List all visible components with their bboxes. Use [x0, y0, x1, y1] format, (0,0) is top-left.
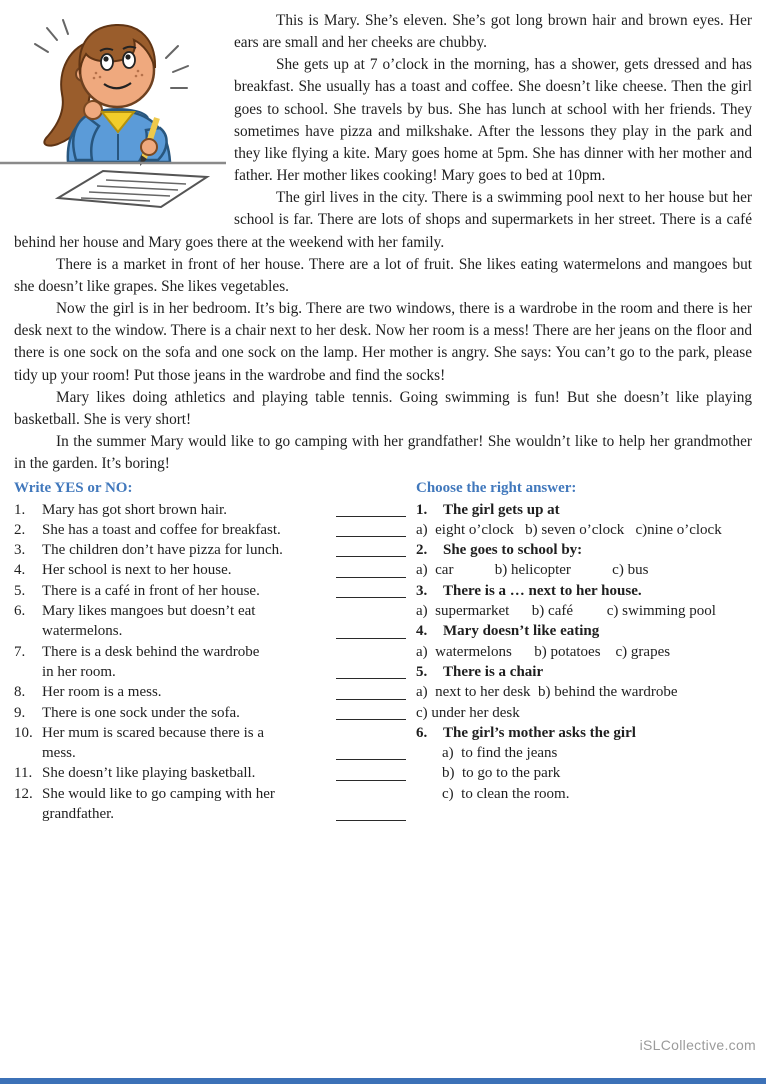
- choice-question: [416, 540, 752, 581]
- question-options: a) to find the jeans: [442, 745, 558, 762]
- choice-question: [416, 662, 752, 723]
- choose-answer-section: [406, 478, 752, 824]
- question-number: 3.: [416, 582, 428, 599]
- yes-no-item: [14, 723, 406, 764]
- question-text: She goes to school by:: [443, 542, 583, 559]
- question-options: c) under her desk: [416, 704, 520, 721]
- reading-paragraph-7: In the summer Mary would like to go camping with her grandfather! She wouldn’t like to help her grandmother in the garden. It’s boring!: [14, 432, 752, 473]
- exercises-section: [14, 478, 752, 824]
- yes-no-item: [14, 500, 406, 520]
- reading-paragraph-2: She gets up at 7 o’clock in the morning, has a shower, gets dressed and has breakfast. She usually has a toast and coffee. She doesn’t like cheese. Then the girl goes to school. She travels by bus. She has lunch at school with her friends. They sometimes have pizza and milkshake. After the lessons they play in the park and they like flying a kite. Mary goes home at 5pm. She has dinner with her mother and father. Her mother likes cooking! Mary goes to bed at 10pm.: [234, 56, 752, 185]
- writing-hand: [141, 139, 157, 155]
- item-number: 7.: [14, 643, 26, 660]
- answer-blank: [336, 744, 406, 760]
- item-text: Mary has got short brown hair.: [42, 501, 227, 518]
- item-text: Mary likes mangoes but doesn’t eat watermelons.: [42, 603, 256, 640]
- item-number: 1.: [14, 501, 26, 518]
- item-number: 10.: [14, 724, 33, 741]
- item-text: Her mum is scared because there is a mess.: [42, 724, 264, 762]
- yes-no-heading: Write YES or NO:: [14, 480, 133, 497]
- item-text: The children don’t have pizza for lunch.: [42, 542, 283, 559]
- item-text: There is a desk behind the wardrobe in her room.: [42, 643, 260, 680]
- reading-paragraph-3: The girl lives in the city. There is a swimming pool next to her house but her school is far. There are lots of shops and supermarkets in her street. There is a café behind her house and Mary goes there at the weekend with her family.: [14, 189, 752, 251]
- paper-sheet: [58, 171, 207, 207]
- question-number: 4.: [416, 623, 428, 640]
- question-text: There is a … next to her house.: [443, 582, 642, 599]
- thinking-girl-drawing: [0, 10, 230, 215]
- item-number: 5.: [14, 582, 26, 599]
- question-text: The girl gets up at: [443, 501, 560, 518]
- choice-question: [416, 581, 752, 622]
- answer-blank: [336, 521, 406, 537]
- question-options: a) car b) helicopter c) bus: [416, 562, 649, 579]
- item-text: There is one sock under the sofa.: [42, 704, 240, 721]
- item-text: She would like to go camping with her grandfather.: [42, 785, 275, 823]
- answer-blank: [336, 541, 406, 557]
- item-text: There is a café in front of her house.: [42, 582, 260, 599]
- question-options: b) to go to the park: [442, 765, 561, 782]
- item-number: 9.: [14, 704, 26, 721]
- question-text: The girl’s mother asks the girl: [443, 724, 636, 741]
- choice-question: [416, 621, 752, 662]
- question-number: 5.: [416, 663, 428, 680]
- yes-no-item: [14, 642, 406, 683]
- item-text: She doesn’t like playing basketball.: [42, 765, 256, 782]
- question-number: 1.: [416, 501, 428, 518]
- question-text: There is a chair: [443, 663, 544, 680]
- yes-no-item: [14, 601, 406, 642]
- yes-no-item: [14, 784, 406, 825]
- bottom-accent-bar: [0, 1078, 766, 1084]
- eye: [101, 54, 113, 70]
- yes-no-item: [14, 520, 406, 540]
- answer-blank: [336, 805, 406, 821]
- question-number: 2.: [416, 542, 428, 559]
- question-options: a) supermarket b) café c) swimming pool: [416, 603, 716, 620]
- yes-no-item: [14, 703, 406, 723]
- answer-blank: [336, 582, 406, 598]
- item-text: She has a toast and coffee for breakfast.: [42, 521, 281, 538]
- question-options: a) eight o’clock b) seven o’clock c)nine o’clock: [416, 521, 722, 538]
- choice-question: [416, 500, 752, 541]
- item-number: 12.: [14, 785, 33, 802]
- answer-blank: [336, 684, 406, 700]
- answer-blank: [336, 765, 406, 781]
- item-number: 8.: [14, 684, 26, 701]
- answer-blank: [336, 663, 406, 679]
- yes-no-item: [14, 581, 406, 601]
- yes-no-item: [14, 763, 406, 783]
- question-options: c) to clean the room.: [442, 785, 570, 802]
- yes-no-item: [14, 540, 406, 560]
- answer-blank: [336, 623, 406, 639]
- choice-question: [416, 723, 752, 804]
- eye: [123, 52, 135, 68]
- question-options: a) next to her desk b) behind the wardrobe: [416, 684, 678, 701]
- question-options: a) watermelons b) potatoes c) grapes: [416, 643, 671, 660]
- reading-section: [14, 10, 752, 475]
- answer-blank: [336, 704, 406, 720]
- yes-no-item: [14, 682, 406, 702]
- item-number: 3.: [14, 542, 26, 559]
- answer-blank: [336, 562, 406, 578]
- footer-brand: iSLCollective.com: [639, 1037, 756, 1053]
- reading-paragraph-1: This is Mary. She’s eleven. She’s got long brown hair and brown eyes. Her ears are small and her cheeks are chubby.: [234, 12, 752, 52]
- yes-no-section: [14, 478, 406, 824]
- reading-paragraph-5: Now the girl is in her bedroom. It’s big. There are two windows, there is a wardrobe in the room and there is her desk next to the window. There is a chair next to her desk. Now her room is a mess! There are her jeans on the floor and there is one sock on the sofa and one sock on the lamp. Her mother is angry. She says: You can’t go to the park, please tidy up your room! Put those jeans in the wardrobe and find the socks!: [14, 300, 752, 384]
- question-number: 6.: [416, 724, 428, 741]
- question-text: Mary doesn’t like eating: [443, 623, 600, 640]
- yes-no-item: [14, 560, 406, 580]
- reading-paragraph-6: Mary likes doing athletics and playing table tennis. Going swimming is fun! But she doesn’t like playing basketball. She is very short!: [14, 388, 752, 428]
- item-text: Her school is next to her house.: [42, 562, 232, 579]
- choose-answer-heading: Choose the right answer:: [416, 480, 577, 497]
- item-number: 11.: [14, 765, 33, 782]
- item-number: 2.: [14, 521, 26, 538]
- reading-paragraph-4: There is a market in front of her house. There are a lot of fruit. She likes eating watermelons and mangoes but she doesn’t like grapes. She likes vegetables.: [14, 255, 752, 295]
- item-number: 4.: [14, 562, 26, 579]
- item-number: 6.: [14, 603, 26, 620]
- answer-blank: [336, 501, 406, 517]
- thinking-girl-illustration: [0, 10, 230, 215]
- item-text: Her room is a mess.: [42, 684, 162, 701]
